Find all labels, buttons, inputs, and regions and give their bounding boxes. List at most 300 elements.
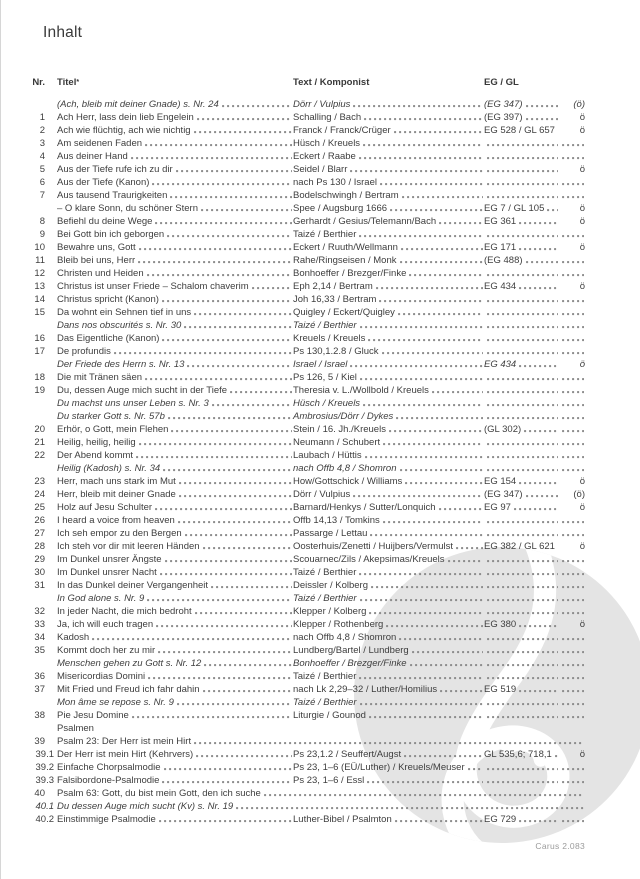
row-number-text: 3 [39,138,45,149]
dot-leader [389,423,483,436]
row-oe-marker [559,436,585,449]
dot-leader [360,592,483,605]
dot-leader [519,683,558,696]
row-title-text: Ach Herr, lass dein lieb Engelein [57,112,194,123]
dot-leader [487,566,558,579]
dot-leader [400,254,484,267]
dot-leader [562,150,584,163]
dot-leader [350,163,483,176]
row-oe-marker [559,215,585,228]
row-title-text: Menschen gehen zu Gott s. Nr. 12 [57,658,202,669]
row-title-text: Psalm 63: Gott, du bist mein Gott, den ich suche [57,788,261,799]
dot-leader [138,254,292,267]
section-title-text: Psalmen [57,723,94,734]
row-number-text: 18 [34,372,45,383]
row-title-text: – O klare Sonn, du schöner Stern [57,203,198,214]
row-title-text: Befiehl du deine Wege [57,216,153,227]
row-oe-marker [559,774,585,787]
row-number-text: 14 [34,294,45,305]
dot-leader [359,150,483,163]
row-title-text: Christus spricht (Kanon) [57,294,159,305]
dot-leader [562,189,584,202]
row-eg-gl [484,137,559,150]
row-number-text: 11 [35,255,45,266]
row-title [45,124,293,137]
row-number [0,215,45,228]
row-eg-gl-text: (EG 347) [484,489,523,500]
row-number [0,644,45,657]
row-number-text: 39.1 [35,749,54,760]
row-title [45,202,293,215]
row-title-text: Im Dunkel unsrer Ängste [57,554,162,565]
dot-leader [487,293,558,306]
dot-leader [383,436,483,449]
dot-leader [177,696,292,709]
dot-leader [163,462,292,475]
row-eg-gl [484,319,559,332]
row-number-text: 38 [34,710,45,721]
dot-leader [487,384,558,397]
dot-leader [487,332,558,345]
dot-leader [562,345,584,358]
dot-leader [487,267,558,280]
row-eg-gl [484,540,559,553]
row-eg-gl [484,124,559,137]
row-title [45,800,585,813]
dot-leader [379,293,483,306]
row-text-komponist [293,813,484,826]
toc-row [0,98,585,111]
row-text-komponist [293,566,484,579]
row-text-komponist-text: Israel / Israel [293,359,348,370]
row-text-komponist-text: Offb 14,13 / Tomkins [293,515,380,526]
row-number [0,709,45,722]
toc-row [0,280,585,293]
row-text-komponist [293,371,484,384]
row-title-text: Du starker Gott s. Nr. 57b [57,411,165,422]
row-text-komponist [293,189,484,202]
row-number-text: 37 [34,684,45,695]
row-title-text: Ich seh empor zu den Bergen [57,528,182,539]
row-text-komponist [293,540,484,553]
dot-leader [555,748,558,761]
row-text-komponist-text: Oosterhuis/Zenetti / Huijbers/Vermulst [293,541,453,552]
row-text-komponist-text: nach Offb 4,8 / Shomron [293,632,397,643]
row-text-komponist-text: Schalling / Bach [293,112,362,123]
row-title-text: Christus ist unser Friede – Schalom chaverim [57,281,249,292]
row-number-text: 12 [34,268,45,279]
dot-leader [487,137,558,150]
row-text-komponist-text: Taizé / Berthier [293,320,357,331]
row-text-komponist-text: How/Gottschick / Williams [293,476,403,487]
row-eg-gl [484,631,559,644]
dot-leader [487,709,558,722]
row-eg-gl [484,449,559,462]
row-text-komponist-text: Hüsch / Kreuels [293,138,361,149]
table-of-contents [0,76,585,826]
row-text-komponist [293,514,484,527]
row-title [45,462,293,475]
row-text-komponist [293,696,484,709]
row-oe-marker [559,319,585,332]
row-oe-marker [559,345,585,358]
column-header-titel [45,76,293,89]
row-number [0,176,45,189]
row-text-komponist-text: Ps 23, 1–6 / Essl [293,775,365,786]
row-number [0,774,54,787]
row-number-text: 15 [34,307,45,318]
row-oe-marker [559,644,585,657]
dot-leader [562,449,584,462]
row-oe-marker [559,202,585,215]
row-number [0,254,45,267]
dot-leader [487,670,558,683]
toc-row [0,735,585,748]
dot-leader [158,644,292,657]
row-oe-marker [559,384,585,397]
row-eg-gl [484,566,559,579]
toc-row [0,475,585,488]
row-title [45,163,293,176]
dot-leader [487,696,558,709]
row-number-text: 28 [34,541,45,552]
row-text-komponist-text: Passarge / Lettau [293,528,368,539]
dot-leader [162,774,292,787]
row-oe-marker [559,579,585,592]
row-eg-gl [484,761,559,774]
row-oe-marker [559,124,585,137]
dot-leader [359,670,483,683]
dot-leader [562,605,584,618]
dot-leader [562,423,584,436]
row-oe-marker [559,137,585,150]
row-text-komponist-text: Ps 126, 5 / Kiel [293,372,357,383]
toc-row [0,111,585,124]
dot-leader [562,228,584,241]
row-title-text: Da wohnt ein Sehnen tief in uns [57,307,192,318]
row-text-komponist [293,176,484,189]
row-title-text: (Ach, bleib mit deiner Gnade) s. Nr. 24 [57,99,219,110]
row-text-komponist-text: Seidel / Blarr [293,164,348,175]
page-title: Inhalt [43,24,83,41]
dot-leader [487,410,558,423]
row-number [0,332,45,345]
row-title [45,254,293,267]
dot-leader [145,371,292,384]
dot-leader [562,709,584,722]
dot-leader [562,683,584,696]
row-number [0,592,45,605]
dot-leader [203,683,292,696]
row-oe-marker [559,449,585,462]
row-eg-gl [484,670,559,683]
row-number-text: 36 [34,671,45,682]
row-text-komponist [293,592,484,605]
column-header-nr [0,76,45,89]
row-title-text: Ach wie flüchtig, ach wie nichtig [57,125,191,136]
dot-leader [487,774,558,787]
toc-row [0,423,585,436]
row-oe-marker [559,527,585,540]
dot-leader [562,514,584,527]
dot-leader [487,176,558,189]
row-number [0,436,45,449]
row-number-text: 24 [34,489,45,500]
row-oe-marker [559,241,585,254]
dot-leader [487,657,558,670]
row-text-komponist [293,683,484,696]
dot-leader [162,332,292,345]
row-title-text: Kommt doch her zu mir [57,645,156,656]
row-title [45,176,293,189]
row-oe-marker [559,150,585,163]
row-eg-gl-text: (EG 347) [484,99,523,110]
row-title [45,605,293,618]
row-oe-marker [559,98,585,111]
row-oe-marker [559,813,585,826]
dot-leader [562,397,584,410]
row-eg-gl [484,618,559,631]
row-text-komponist-text: Eckert / Raabe [293,151,356,162]
dot-leader [187,358,292,371]
row-eg-gl [484,176,559,189]
row-title-text: Misericordias Domini [57,671,146,682]
dot-leader [448,553,483,566]
dot-leader [136,449,292,462]
row-text-komponist-text: Barnard/Henkys / Sutter/Lonquich [293,502,436,513]
row-oe-text: ö [579,281,585,292]
row-number [0,696,45,709]
row-title-text: Du dessen Auge mich sucht (Kv) s. Nr. 19 [57,801,234,812]
row-text-komponist-text: Ambrosius/Dörr / Dykes [293,411,394,422]
row-text-komponist [293,761,484,774]
row-number [0,384,45,397]
row-title [45,410,293,423]
row-number-text: 19 [34,385,45,396]
row-title [45,111,293,124]
toc-row [0,631,585,644]
row-eg-gl-text: EG 729 [484,814,517,825]
row-text-komponist [293,163,484,176]
row-title [45,592,293,605]
row-eg-gl [484,345,559,358]
row-number [0,514,45,527]
row-eg-gl-text: EG 361 [484,216,517,227]
row-title [45,293,293,306]
dot-leader [195,605,292,618]
toc-row [0,150,585,163]
row-text-komponist-text: Lundberg/Bartel / Lundberg [293,645,409,656]
dot-leader [562,592,584,605]
dot-leader [519,813,558,826]
toc-row [0,774,585,787]
dot-leader [360,319,483,332]
dot-leader [562,137,584,150]
row-number [0,566,45,579]
row-title [45,280,293,293]
dot-leader [194,306,292,319]
row-title [45,436,293,449]
dot-leader [487,345,558,358]
row-number [0,423,45,436]
row-oe-marker [559,592,585,605]
row-oe-marker [559,280,585,293]
row-number-text: 20 [34,424,45,435]
dot-leader [526,98,558,111]
dot-leader [487,319,558,332]
toc-row [0,657,585,670]
toc-row [0,683,585,696]
dot-leader [487,579,558,592]
dot-leader [562,657,584,670]
row-text-komponist-text: Kreuels / Kreuels [293,333,366,344]
row-text-komponist [293,475,484,488]
dot-leader [170,189,292,202]
column-header-titel-label: Titel [57,77,77,88]
column-header-text-komponist-label: Text / Komponist [293,77,370,88]
row-text-komponist-text: Taizé / Berthier [293,567,357,578]
row-eg-gl [484,436,559,449]
row-oe-text: (ö) [573,489,585,500]
dot-leader [171,423,292,436]
row-number-text: 6 [39,177,45,188]
row-title [45,319,293,332]
toc-rows [0,98,585,826]
row-title [45,488,293,501]
dot-leader [562,631,584,644]
row-title-text: Der Abend kommt [57,450,134,461]
dot-leader [399,631,483,644]
dot-leader [376,280,483,293]
row-eg-gl-text: (EG 397) [484,112,523,123]
row-number-text: 23 [34,476,45,487]
row-number [0,163,45,176]
row-oe-text: ö [579,112,585,123]
row-title-text: I heard a voice from heaven [57,515,175,526]
dot-leader [562,410,584,423]
dot-leader [147,592,292,605]
row-number-text: 39.3 [35,775,54,786]
row-number [0,462,45,475]
dot-leader [371,579,483,592]
toc-row [0,254,585,267]
row-title [45,306,293,319]
dot-leader [160,566,292,579]
dot-leader [367,774,483,787]
row-text-komponist [293,124,484,137]
row-eg-gl [484,280,559,293]
toc-row [0,709,585,722]
dot-leader [562,553,584,566]
row-number [0,553,45,566]
dot-leader [369,709,483,722]
row-number [0,150,45,163]
row-eg-gl [484,189,559,202]
dot-leader [404,748,483,761]
dot-leader [562,566,584,579]
column-header-nr-label: Nr. [32,77,45,88]
row-text-komponist-text: Ps 130,1.2.8 / Gluck [293,346,379,357]
dot-leader [487,761,558,774]
row-title-text: Pie Jesu Domine [57,710,129,721]
row-oe-text: ö [579,502,585,513]
dot-leader [155,215,292,228]
row-eg-gl [484,423,559,436]
row-text-komponist [293,501,484,514]
row-number-text: 34 [34,632,45,643]
row-title-text: In das Dunkel deiner Vergangenheit [57,580,209,591]
row-oe-marker [559,501,585,514]
toc-row [0,384,585,397]
dot-leader [152,176,292,189]
row-oe-marker [559,475,585,488]
toc-row [0,137,585,150]
dot-leader [222,98,292,111]
toc-row [0,618,585,631]
row-eg-gl [484,254,559,267]
row-oe-marker [559,163,585,176]
dot-leader [487,462,558,475]
row-number [0,124,45,137]
row-title-text: In jeder Nacht, die mich bedroht [57,606,192,617]
row-text-komponist-text: Spee / Augsburg 1666 [293,203,388,214]
row-eg-gl [484,202,559,215]
row-title [45,644,293,657]
dot-leader [562,384,584,397]
row-oe-marker [559,657,585,670]
dot-leader [519,241,558,254]
dot-leader [562,579,584,592]
row-oe-text: (ö) [573,99,585,110]
row-eg-gl [484,98,559,111]
row-title [45,345,293,358]
dot-leader [519,280,558,293]
dot-leader [176,163,292,176]
row-number-text: 29 [34,554,45,565]
row-title [45,813,293,826]
row-title [45,735,585,748]
row-text-komponist-text: Gerhardt / Gesius/Telemann/Bach [293,216,437,227]
row-text-komponist-text: Dörr / Vulpius [293,489,351,500]
toc-row [0,358,585,371]
row-oe-marker [559,111,585,124]
dot-leader [562,774,584,787]
row-title-text: Erhör, o Gott, mein Flehen [57,424,169,435]
row-eg-gl [484,371,559,384]
dot-leader [148,670,292,683]
row-number-text: 22 [34,450,45,461]
row-number-text: 27 [34,528,45,539]
row-text-komponist-text: Bonhoeffer / Brezger/Finke [293,268,407,279]
toc-row [0,605,585,618]
row-eg-gl [484,527,559,540]
dot-leader [360,371,483,384]
row-number [0,397,45,410]
dot-leader [487,527,558,540]
toc-row [0,215,585,228]
dot-leader [164,761,292,774]
row-eg-gl [484,592,559,605]
row-title-text: Heilig, heilig, heilig [57,437,136,448]
row-text-komponist-text: Klepper / Rothenberg [293,619,384,630]
row-number-text: 39.2 [35,762,54,773]
row-text-komponist [293,423,484,436]
dot-leader [487,644,558,657]
row-eg-gl-text: EG 171 [484,242,517,253]
dot-leader [398,306,483,319]
row-text-komponist [293,527,484,540]
row-text-komponist [293,644,484,657]
